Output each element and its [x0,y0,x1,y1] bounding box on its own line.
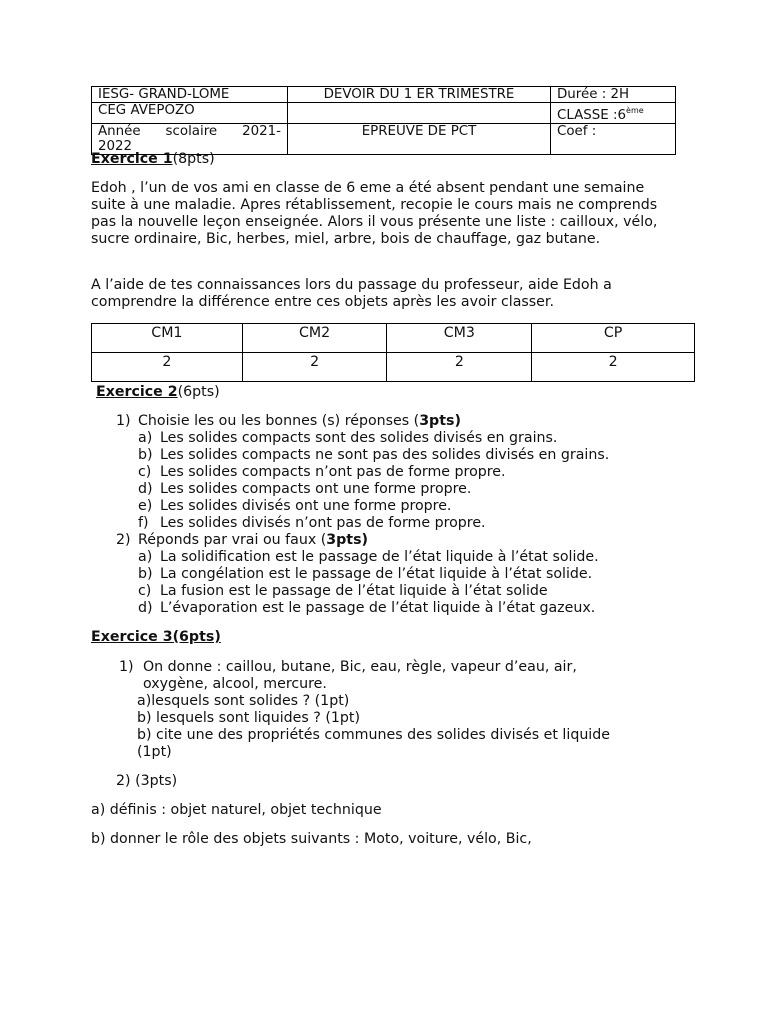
q1-option-text: Les solides compacts ont une forme propre. [160,481,472,497]
class-cell [551,103,676,124]
q1-option-text: Les solides compacts ne sont pas des solides divisés en grains. [160,447,610,463]
ex3-q2-b: b) donner le rôle des objets suivants : Moto, voiture, vélo, Bic, [91,831,532,847]
ex3-q1-b: b) lesquels sont liquides ? (1pt) [137,710,360,726]
ex2-title: Exercice 2 [96,384,178,400]
score-table [91,323,695,382]
empty-cell [288,103,551,124]
q2-option-text: L’évaporation est le passage de l’état liquide à l’état gazeux. [160,600,596,616]
score-value-cm1: 2 [92,353,243,382]
ex1-paragraph-1: Edoh , l’un de vos ami en classe de 6 eme a été absent pendant une semaine suite à une maladie. Apres rétablissement, recopie le cours mais ne comprends pas la nouvelle leçon enseignée. Alors il vous présente une liste : cailloux, vélo, sucre ordinaire, Bic, herbes, miel, arbre, bois de chauffage, gaz butane. [91,180,658,247]
coef-cell: Coef : [551,124,676,155]
q1-option-letter: e) [138,498,153,514]
ex1-paragraph-2: A l’aide de tes connaissances lors du passage du professeur, aide Edoh a comprendre la différence entre ces objets après les avoir classer. [91,277,612,310]
duration-cell: Durée : 2H [551,87,676,103]
q1-option-text: Les solides compacts sont des solides divisés en grains. [160,430,558,446]
class-label: CLASSE :6 [557,108,627,123]
q2-option-letter: b) [138,566,153,582]
score-value-cm2: 2 [242,353,387,382]
ex2-q2-text: Réponds par vrai ou faux ( [138,532,327,548]
ex3-q1-a: a)lesquels sont solides ? (1pt) [137,693,350,709]
score-header-cm2: CM2 [242,324,387,353]
ex2-q2-points: 3pts) [326,532,369,548]
q2-option-text: La solidification est le passage de l’état liquide à l’état solide. [160,549,599,565]
year-label-line1: Année scolaire 2021- [98,124,281,139]
q2-option-text: La fusion est le passage de l’état liquide à l’état solide [160,583,548,599]
ex3-q1-line1: On donne : caillou, butane, Bic, eau, règle, vapeur d’eau, air, [143,659,577,675]
ex2-q1-text: Choisie les ou les bonnes (s) réponses ( [138,413,420,429]
ex2-q1-text-wrap [138,413,461,430]
ex1-title: Exercice 1 [91,151,173,167]
q2-option-letter: a) [138,549,153,565]
ex3-q1-c-line1: b) cite une des propriétés communes des solides divisés et liquide [137,727,610,743]
ex2-points: (6pts) [177,384,220,400]
school-cell: IESG- GRAND-LOME [92,87,288,103]
subject-cell: EPREUVE DE PCT [288,124,551,155]
header-table [91,86,676,155]
q1-option-letter: c) [138,464,152,480]
ex2-q2-text-wrap [138,532,368,549]
ex2-heading [96,384,220,400]
q1-option-letter: a) [138,430,153,446]
score-header-cm1: CM1 [92,324,243,353]
year-label-line2: 2022 [98,139,133,154]
q1-option-letter: b) [138,447,153,463]
ex2-question-1 [116,413,461,430]
ex3-q2-a: a) définis : objet naturel, objet technique [91,802,382,818]
ex2-q2-number: 2) [116,532,131,548]
q2-option-text: La congélation est le passage de l’état liquide à l’état solide. [160,566,593,582]
score-value-cp: 2 [532,353,695,382]
year-cell [92,124,288,155]
q1-option-text: Les solides divisés ont une forme propre. [160,498,452,514]
ex3-q2: 2) (3pts) [116,773,178,789]
q2-option-letter: c) [138,583,152,599]
class-superscript: ème [626,106,644,115]
ex2-q1-number: 1) [116,413,131,429]
ex1-points: (8pts) [172,151,215,167]
q1-option-text: Les solides compacts n’ont pas de forme propre. [160,464,506,480]
score-value-cm3: 2 [387,353,532,382]
q1-option-text: Les solides divisés n’ont pas de forme propre. [160,515,486,531]
q2-option-letter: d) [138,600,153,616]
exam-title-cell: DEVOIR DU 1 ER TRIMESTRE [288,87,551,103]
ex2-q1-points: 3pts) [419,413,461,429]
q1-option-letter: d) [138,481,153,497]
ex3-q1-number: 1) [119,659,134,675]
ex1-heading [91,151,215,167]
score-header-cm3: CM3 [387,324,532,353]
score-header-cp: CP [532,324,695,353]
ex2-question-2 [116,532,369,549]
ex3-title: Exercice 3(6pts) [91,629,221,645]
q1-option-letter: f) [138,515,149,531]
ex3-q1-line2: oxygène, alcool, mercure. [143,676,327,692]
ex3-q1-c-line2: (1pt) [137,744,172,760]
college-cell: CEG AVEPOZO [92,103,288,124]
